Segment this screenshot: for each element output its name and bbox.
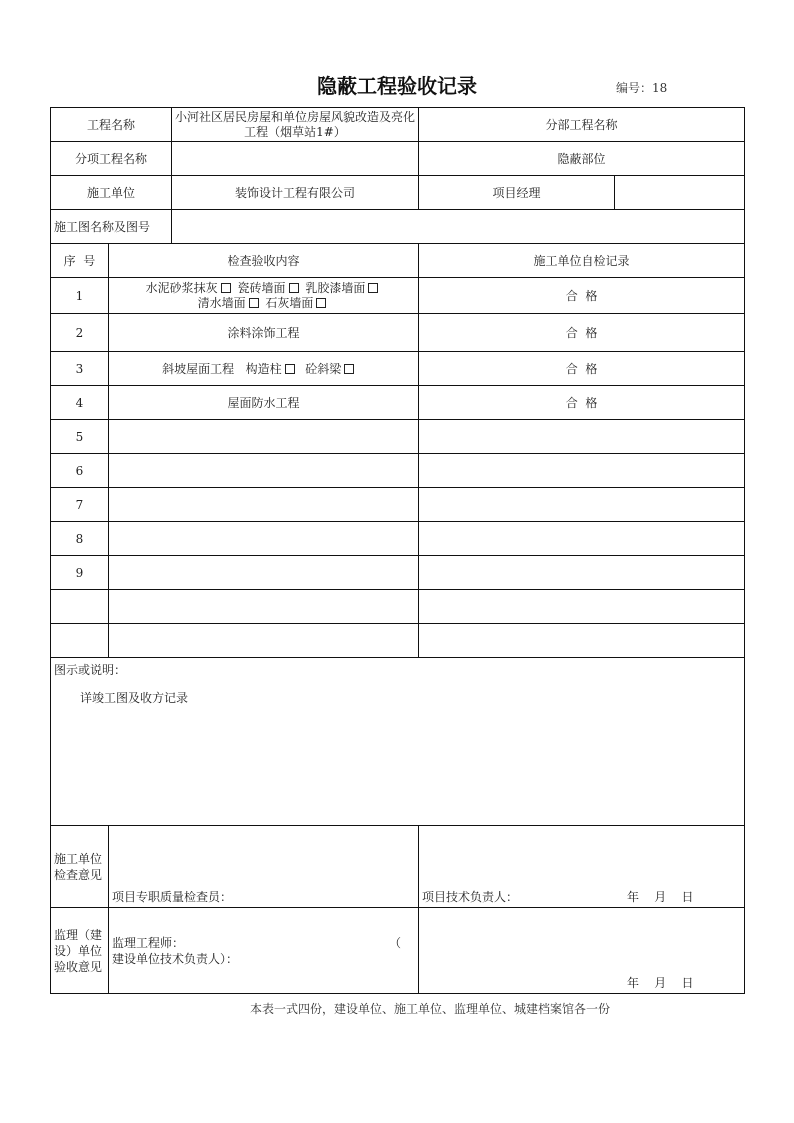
tech-lead-cell <box>419 826 745 908</box>
check-line-2 <box>112 296 415 311</box>
row-content <box>109 590 419 624</box>
row-self-check-result <box>419 624 745 658</box>
row-self-check-result: 合 格 <box>419 278 745 314</box>
form-footer: 本表一式四份，建设单位、施工单位、监理单位、城建档案馆各一份 <box>249 1002 610 1016</box>
column-header-row <box>51 244 745 278</box>
checkbox-icon[interactable] <box>368 283 378 293</box>
row-seq: 2 <box>51 314 109 352</box>
row-content <box>109 488 419 522</box>
table-row <box>51 314 745 352</box>
notes-row <box>51 658 745 826</box>
supervisor-opinion-row <box>51 908 745 994</box>
table-row <box>51 556 745 590</box>
check-item-label: 乳胶漆墙面 <box>305 280 366 295</box>
row-content <box>109 454 419 488</box>
row-content-text: 涂料涂饰工程 <box>227 325 300 340</box>
table-row <box>51 278 745 314</box>
inspector-cell <box>109 826 419 908</box>
checkbox-icon[interactable] <box>344 364 354 374</box>
table-row <box>51 624 745 658</box>
row-self-check-result <box>419 522 745 556</box>
checkbox-icon[interactable] <box>249 298 259 308</box>
drawing-label: 施工图名称及图号 <box>51 210 172 244</box>
acceptance-form <box>50 107 745 994</box>
checkbox-icon[interactable] <box>316 298 326 308</box>
hidden-part-label: 隐蔽部位 <box>419 142 745 176</box>
contractor-date: 年 月 日 <box>627 890 694 904</box>
row-seq <box>51 590 109 624</box>
row-self-check-result <box>419 488 745 522</box>
row-content-text: 屋面防水工程 <box>227 395 300 410</box>
check-item-label: 清水墙面 <box>197 295 246 310</box>
self-check-header: 施工单位自检记录 <box>419 244 745 278</box>
project-name-label: 工程名称 <box>51 108 172 142</box>
table-row <box>51 488 745 522</box>
seq-header: 序 号 <box>51 244 109 278</box>
subitem-value <box>172 142 419 176</box>
checkbox-icon[interactable] <box>221 283 231 293</box>
contractor-value: 装饰设计工程有限公司 <box>172 176 419 210</box>
row-self-check-result <box>419 556 745 590</box>
row-seq: 1 <box>51 278 109 314</box>
checkbox-icon[interactable] <box>289 283 299 293</box>
division-name-label: 分部工程名称 <box>419 108 745 142</box>
check-item-label: 瓷砖墙面 <box>237 280 286 295</box>
supervisor-engineer-label: 监理工程师： <box>112 935 185 950</box>
table-row <box>51 522 745 556</box>
contractor-label: 施工单位 <box>51 176 172 210</box>
quality-inspector-label: 项目专职质量检查员： <box>112 890 233 904</box>
row-self-check-result: 合 格 <box>419 314 745 352</box>
checkbox-icon[interactable] <box>285 364 295 374</box>
row-content <box>109 522 419 556</box>
row-content <box>109 624 419 658</box>
row-seq <box>51 624 109 658</box>
drawing-row <box>51 210 745 244</box>
row-seq: 7 <box>51 488 109 522</box>
row-content <box>109 420 419 454</box>
row-self-check-result: 合 格 <box>419 386 745 420</box>
supervisor-date-cell <box>419 908 745 994</box>
row-self-check-result <box>419 590 745 624</box>
row-content <box>109 352 419 386</box>
supervisor-opinion-label: 监理（建设）单位验收意见 <box>51 908 109 994</box>
drawing-value <box>172 210 745 244</box>
subitem-label: 分项工程名称 <box>51 142 172 176</box>
table-row <box>51 420 745 454</box>
contractor-opinion-row <box>51 826 745 908</box>
contractor-row <box>51 176 745 210</box>
check-line-1 <box>112 281 415 296</box>
notes-cell <box>51 658 745 826</box>
row-self-check-result <box>419 454 745 488</box>
owner-tech-label: 建设单位技术负责人）： <box>112 951 239 966</box>
subitem-row <box>51 142 745 176</box>
check-item-label: 砼斜梁 <box>305 361 342 376</box>
check-item-label: 斜坡屋面工程 构造柱 <box>162 361 282 376</box>
project-name-value: 小河社区居民房屋和单位房屋风貌改造及亮化工程（烟草站1#） <box>172 108 419 142</box>
form-title: 隐蔽工程验收记录 <box>317 74 477 98</box>
contractor-opinion-label: 施工单位检查意见 <box>51 826 109 908</box>
supervisor-date: 年 月 日 <box>627 976 694 990</box>
inspection-rows <box>51 278 745 658</box>
project-manager-label: 项目经理 <box>419 176 615 210</box>
row-seq: 3 <box>51 352 109 386</box>
row-seq: 4 <box>51 386 109 420</box>
row-seq: 9 <box>51 556 109 590</box>
row-self-check-result: 合 格 <box>419 352 745 386</box>
supervisor-cell <box>109 908 419 994</box>
row-content <box>109 386 419 420</box>
row-seq: 5 <box>51 420 109 454</box>
paren-open: （ <box>389 935 402 950</box>
check-item-label: 水泥砂浆抹灰 <box>145 280 218 295</box>
row-content <box>109 556 419 590</box>
project-manager-value <box>615 176 745 210</box>
row-content <box>109 278 419 314</box>
row-content <box>109 314 419 352</box>
row-seq: 6 <box>51 454 109 488</box>
row-seq: 8 <box>51 522 109 556</box>
table-row <box>51 386 745 420</box>
row-self-check-result <box>419 420 745 454</box>
check-item-label: 石灰墙面 <box>265 295 314 310</box>
notes-label: 图示或说明： <box>54 663 127 677</box>
table-row <box>51 590 745 624</box>
document-number: 编号：18 <box>616 81 668 95</box>
table-row <box>51 352 745 386</box>
project-name-row <box>51 108 745 142</box>
content-header: 检查验收内容 <box>109 244 419 278</box>
notes-text: 详竣工图及收方记录 <box>80 691 189 705</box>
table-row <box>51 454 745 488</box>
tech-lead-label: 项目技术负责人： <box>422 890 519 904</box>
